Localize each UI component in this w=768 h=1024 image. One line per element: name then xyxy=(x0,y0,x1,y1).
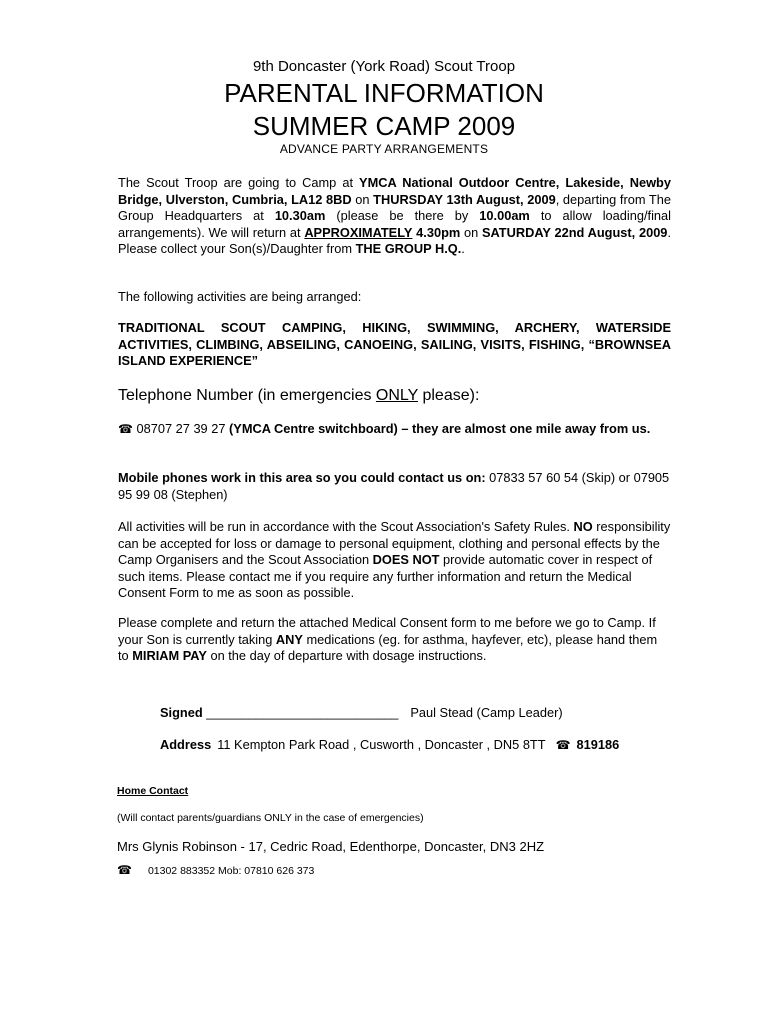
mobile-lead: Mobile phones work in this area so you could contact us on: xyxy=(118,470,486,485)
mobile-numbers: 07833 57 60 54 (Skip) or 07905 95 99 08 (Stephen) xyxy=(118,470,670,502)
intro-text: . xyxy=(461,241,465,256)
home-contact-heading: Home Contact xyxy=(117,785,189,797)
safety-does-not: DOES NOT xyxy=(372,552,440,567)
intro-text: to allow loading/final arrangements). We will return at xyxy=(118,208,671,240)
safety-text: provide automatic cover in respect of such items. Please contact me if you require any further information and return the Medical Consent Form to me as soon as possible. xyxy=(118,552,653,600)
medical-text: on the day of departure with dosage instructions. xyxy=(206,648,487,663)
departure-date: THURSDAY 13th August, 2009 xyxy=(373,191,556,207)
home-contact-phones-row xyxy=(117,863,314,878)
ymca-telephone xyxy=(118,421,671,438)
ymca-phone-number: 08707 27 39 27 xyxy=(132,421,230,436)
intro-text: , departing from The Group Headquarters at xyxy=(118,191,671,223)
activities-list: TRADITIONAL SCOUT CAMPING, HIKING, SWIMMING, ARCHERY, WATERSIDE ACTIVITIES, CLIMBING, ABSEILING, CANOEING, SAILING, VISITS, FISHING, “BROWNSEA ISLAND EXPERIENCE” xyxy=(118,320,671,368)
signature-name: Paul Stead (Camp Leader) xyxy=(410,705,563,720)
address-label: Address xyxy=(160,737,212,752)
mobile-paragraph xyxy=(118,470,671,503)
home-contact-note: (Will contact parents/guardians ONLY in the case of emergencies) xyxy=(117,812,424,824)
return-date: SATURDAY 22nd August, 2009 xyxy=(481,224,668,240)
signature-line: ___________________________ xyxy=(202,705,399,720)
telephone-icon: ☎ xyxy=(117,863,132,877)
ymca-phone-note: (YMCA Centre switchboard) – they are almost one mile away from us. xyxy=(229,421,651,436)
home-contact-phones: 01302 883352 Mob: 07810 626 373 xyxy=(147,865,315,877)
collection-place: THE GROUP H.Q. xyxy=(355,241,462,256)
document-title-line1: PARENTAL INFORMATION xyxy=(224,78,544,108)
signature-row xyxy=(160,704,563,721)
venue: YMCA National Outdoor Centre, Lakeside, Newby Bridge, Ulverston, Cumbria, LA12 8BD xyxy=(118,175,671,207)
safety-text: responsibility can be accepted for loss or damage to personal equipment, clothing and personal effects by the Camp Organisers and the Scout Association xyxy=(118,519,671,567)
telephone-heading-text: please): xyxy=(418,387,480,404)
medical-paragraph xyxy=(118,615,671,665)
telephone-icon: ☎ xyxy=(555,738,571,752)
home-contact-person: Mrs Glynis Robinson - 17, Cedric Road, Edenthorpe, Doncaster, DN3 2HZ xyxy=(117,839,545,854)
arrive-by-time: 10.00am xyxy=(479,208,530,223)
document-subtitle: ADVANCE PARTY ARRANGEMENTS xyxy=(279,142,489,156)
intro-text: The Scout Troop are going to Camp at xyxy=(118,175,360,190)
telephone-heading-only: ONLY xyxy=(375,387,419,404)
intro-paragraph xyxy=(118,175,671,258)
safety-paragraph xyxy=(118,519,671,602)
intro-text: . Please collect your Son(s)/Daughter from xyxy=(118,224,671,256)
intro-text: on xyxy=(460,224,482,240)
address-value: 11 Kempton Park Road , Cusworth , Doncaster , DN5 8TT xyxy=(217,737,546,752)
activities-lead: The following activities are being arranged: xyxy=(118,289,362,304)
approximately-text: APPROXIMATELY xyxy=(304,224,413,240)
medical-text: Please complete and return the attached Medical Consent form to me before we go to Camp. If your Son is currently taking xyxy=(118,615,656,647)
telephone-heading-text: Telephone Number (in emergencies xyxy=(118,387,376,404)
return-time: 4.30pm xyxy=(416,224,461,240)
departure-time: 10.30am xyxy=(274,208,326,223)
address-row xyxy=(160,736,619,754)
telephone-heading xyxy=(118,386,671,406)
intro-text: on xyxy=(351,191,374,207)
medical-any: ANY xyxy=(275,631,303,647)
intro-text: (please be there by xyxy=(325,208,480,223)
address-phone: 819186 xyxy=(576,737,620,752)
document-title-line2: SUMMER CAMP 2009 xyxy=(252,111,516,141)
troop-name: 9th Doncaster (York Road) Scout Troop xyxy=(252,58,516,75)
signature-label: Signed xyxy=(160,705,203,720)
medical-contact-name: MIRIAM PAY xyxy=(132,648,207,663)
safety-text: All activities will be run in accordance with the Scout Association's Safety Rules. xyxy=(118,519,574,534)
telephone-icon: ☎ xyxy=(118,422,133,436)
medical-text: medications (eg. for asthma, hayfever, etc), please hand them to xyxy=(118,631,658,663)
safety-no: NO xyxy=(573,519,593,534)
